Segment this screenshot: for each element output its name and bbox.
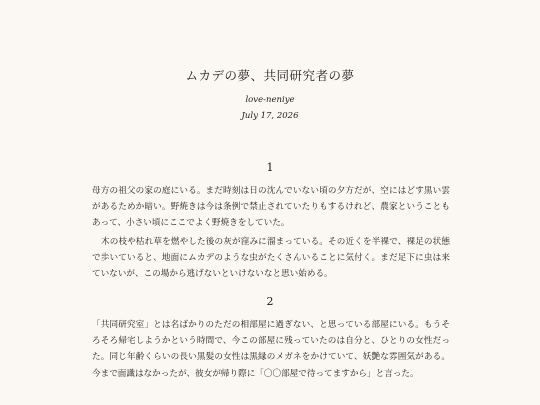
author-name: love-neniye xyxy=(245,95,295,105)
section-number-1: 1 xyxy=(266,161,274,174)
section-1-paragraph-2: 木の枝や枯れ草を燃やした後の灰が窪みに溜まっている。その近くを半裸で、裸足の状態で歩いていると、地面にムカデのような虫がたくさんいることに気付く。まだ足下に虫は来ていないが、この場から逃げないといけないなと思い始める。 xyxy=(92,237,450,280)
section-2-paragraph-1: 「共同研究室」とは名ばかりのただの相部屋に過ぎない、と思っている部屋にいる。もうそろそろ帰宅しようかという時間で、今この部屋に残っていたのは自分と、ひとりの女性だった。同じ年齢くらいの長い黒髪の女性は黒縁のメガネをかけていて、妖艶な雰囲気がある。今まで面識はなかったが、彼女が帰り際に「〇〇部屋で待ってますから」と言った。 xyxy=(92,320,450,379)
section-number-2: 2 xyxy=(266,295,274,308)
publication-date: July 17, 2026 xyxy=(241,111,299,121)
section-1-paragraph-1: 母方の祖父の家の庭にいる。まだ時刻は日の沈んでいない頃の夕方だが、空にはどす黒い雲があるためか暗い。野焼きは今は条例で禁止されていたりもするけれど、農家ということもあって、小さい頃にここでよく野焼きをしていた。 xyxy=(92,186,450,229)
page-title: ムカデの夢、共同研究者の夢 xyxy=(185,68,355,83)
